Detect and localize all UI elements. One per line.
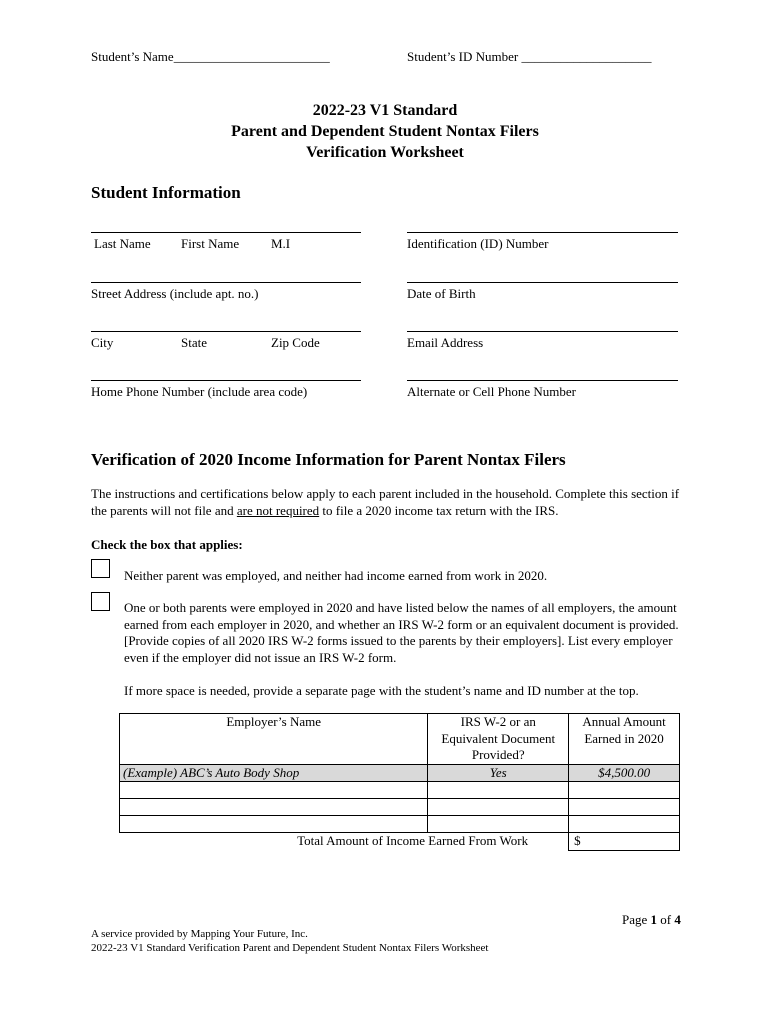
student-name-blank[interactable]: ________________________ [173,49,330,64]
table-row [120,815,680,832]
state-label: State [181,335,207,350]
student-id-field [407,49,651,65]
footer-doc-title: 2022-23 V1 Standard Verification Parent and Dependent Student Nontax Filers Worksheet [91,942,489,954]
footer [91,927,488,955]
title-line-3: Verification Worksheet [306,144,464,161]
page-prefix: Page [622,912,651,927]
check-label: Check the box that applies: [91,537,243,552]
amount-cell[interactable] [569,815,680,832]
header-amount: Annual Amount Earned in 2020 [569,714,680,765]
alt-phone-label: Alternate or Cell Phone Number [407,384,576,399]
table-total-row [120,832,680,851]
email-line[interactable] [407,331,678,332]
id-number-line[interactable] [407,232,678,233]
name-line[interactable] [91,232,361,233]
email-label: Email Address [407,335,484,350]
home-phone-label: Home Phone Number (include area code) [91,384,308,399]
page-total: 4 [674,912,681,927]
option-1-checkbox[interactable] [91,559,110,578]
city-label: City [91,335,114,350]
footer-service: A service provided by Mapping Your Future, Inc. [91,928,308,940]
table-header-row [120,714,680,765]
page-of: of [657,912,675,927]
dob-label: Date of Birth [407,286,476,301]
total-amount-cell[interactable]: $ [569,832,680,851]
more-space-note: If more space is needed, provide a separate page with the student’s name and ID number at the top. [124,683,639,698]
verification-heading: Verification of 2020 Income Information for Parent Nontax Filers [91,450,566,469]
example-employer: (Example) ABC’s Auto Body Shop [120,764,428,781]
intro-text-1: The instructions and certifications below apply to each parent included in the household. Complete this section if the parents will not file and [91,486,680,518]
amount-cell[interactable] [569,781,680,798]
street-line[interactable] [91,282,361,283]
alt-phone-line[interactable] [407,380,678,381]
table-row [120,781,680,798]
street-label: Street Address (include apt. no.) [91,286,259,301]
document-title [0,100,770,163]
first-name-label: First Name [181,236,240,251]
employer-cell[interactable] [120,781,428,798]
student-id-label: Student’s ID Number [407,49,519,64]
table-row [120,798,680,815]
total-label: Total Amount of Income Earned From Work [120,832,569,851]
id-number-label: Identification (ID) Number [407,236,549,251]
dob-line[interactable] [407,282,678,283]
example-amount: $4,500.00 [569,764,680,781]
option-1-text: Neither parent was employed, and neither had income earned from work in 2020. [124,568,548,583]
title-line-2: Parent and Dependent Student Nontax Filers [231,123,539,140]
amount-cell[interactable] [569,798,680,815]
student-info-heading: Student Information [91,183,241,202]
w2-cell[interactable] [428,781,569,798]
zip-label: Zip Code [271,335,320,350]
title-line-1: 2022-23 V1 Standard [312,102,458,119]
page-current: 1 [650,912,658,927]
home-phone-line[interactable] [91,380,361,381]
example-w2: Yes [428,764,569,781]
w2-cell[interactable] [428,815,569,832]
verification-intro [91,486,691,519]
student-name-label: Student’s Name [91,49,174,64]
city-state-zip-line[interactable] [91,331,361,332]
student-id-blank[interactable]: ____________________ [521,49,652,64]
student-name-field [91,49,330,65]
intro-underlined: are not required [236,502,320,518]
last-name-label: Last Name [94,236,151,251]
w2-cell[interactable] [428,798,569,815]
header-w2: IRS W-2 or an Equivalent Document Provided? [428,714,569,765]
option-2-checkbox[interactable] [91,592,110,611]
employer-cell[interactable] [120,815,428,832]
page-number [622,912,681,928]
option-2-text: One or both parents were employed in 2020 and have listed below the names of all employers, the amount earned from each employer in 2020, and whether an IRS W-2 form or an equivalent document is provided. [Provide copies of all 2020 IRS W-2 forms issued to the parents by their employers]. List every employer even if the employer did not issue an IRS W-2 form. [124,600,679,665]
header-employer: Employer’s Name [120,714,428,765]
employer-cell[interactable] [120,798,428,815]
employer-table [119,713,680,851]
mi-label: M.I [271,236,291,251]
intro-text-2: to file a 2020 income tax return with the IRS. [319,502,559,518]
table-row-example [120,764,680,781]
